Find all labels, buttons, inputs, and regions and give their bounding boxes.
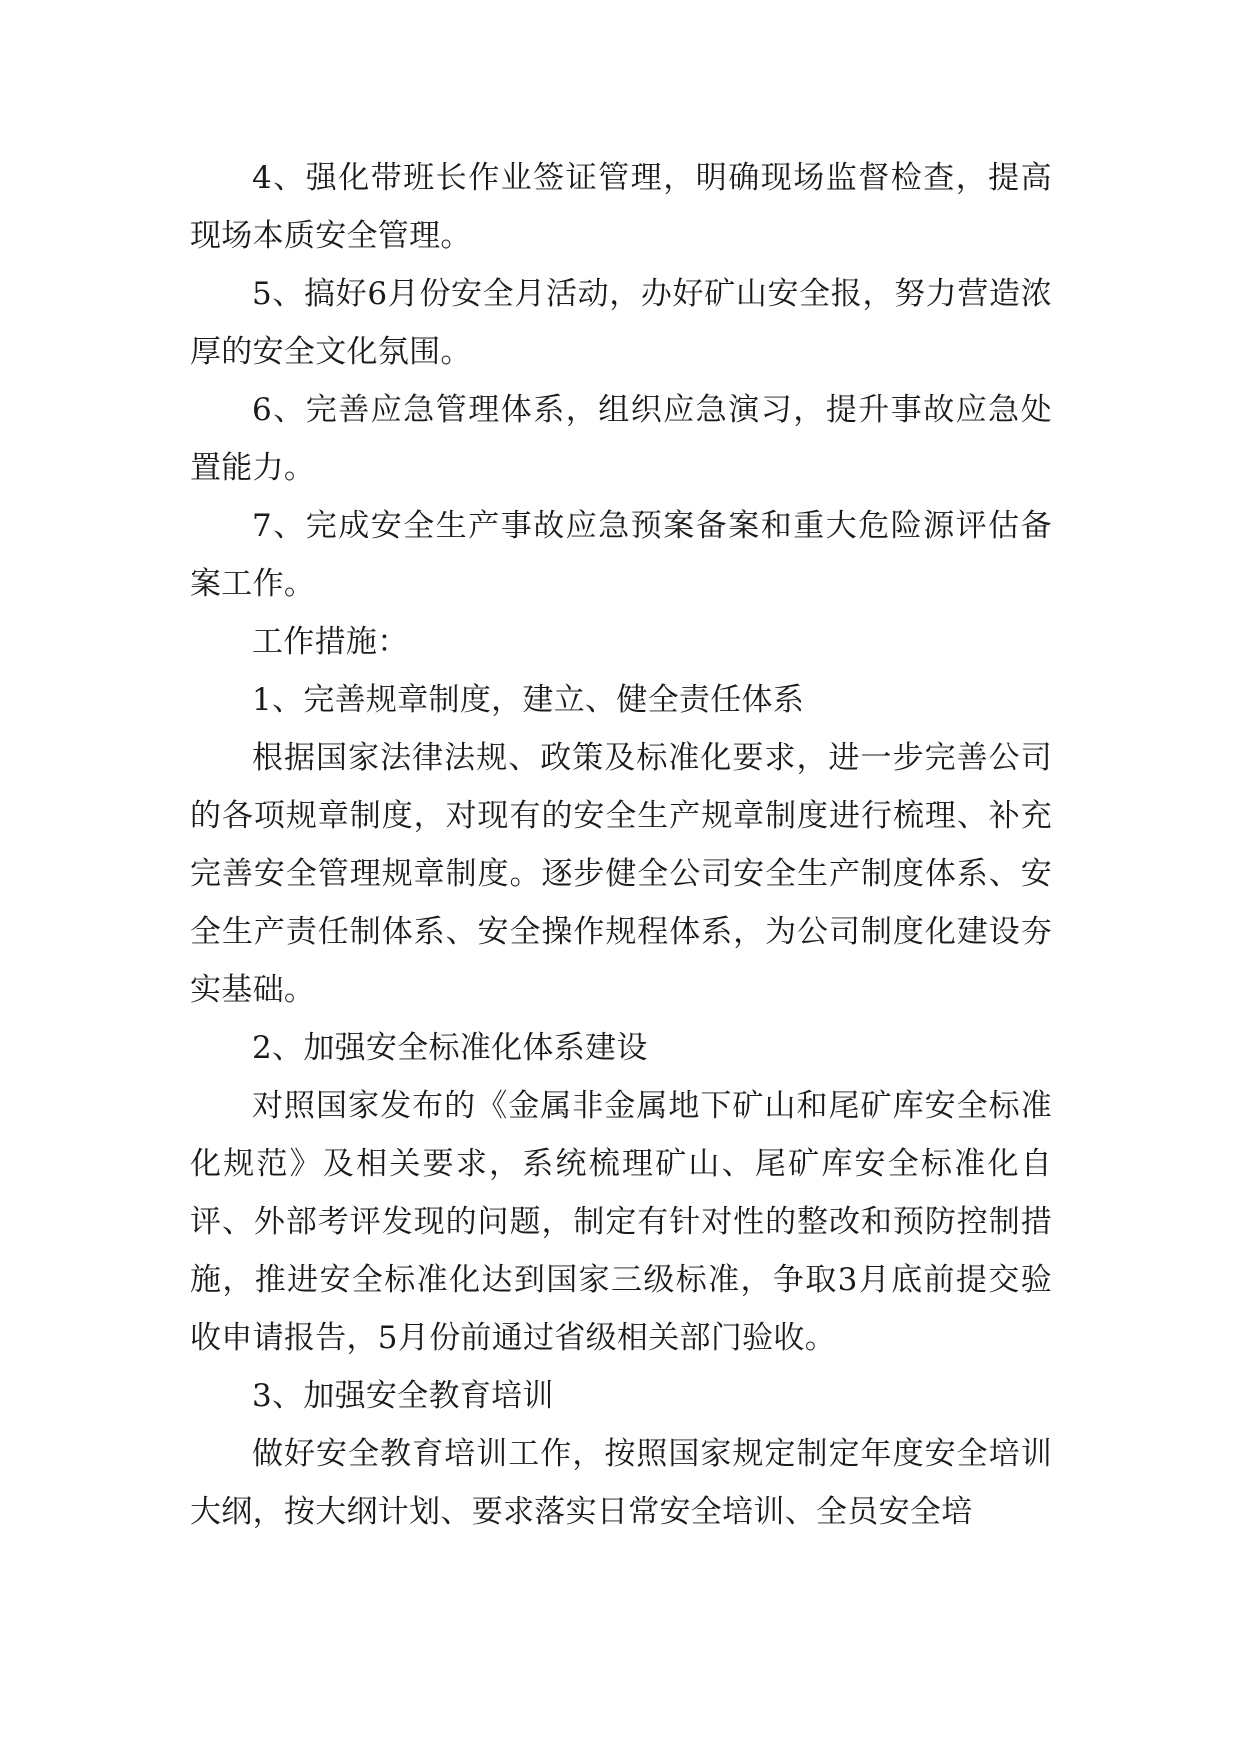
section-heading-measures: 工作措施： xyxy=(252,624,409,660)
paragraph-item-6: 6、完善应急管理体系，组织应急演习，提升事故应急处置能力。 xyxy=(190,392,1052,486)
measure-heading-1: 1、完善规章制度，建立、健全责任体系 xyxy=(252,682,805,718)
measure-body-1: 根据国家法律法规、政策及标准化要求，进一步完善公司的各项规章制度，对现有的安全生产规章制度进行梳理、补充完善安全管理规章制度。逐步健全公司安全生产制度体系、安全生产责任制体系、安全操作规程体系，为公司制度化建设夯实基础。 xyxy=(190,740,1052,1008)
document-page xyxy=(190,149,1052,1541)
measure-body-2: 对照国家发布的《金属非金属地下矿山和尾矿库安全标准化规范》及相关要求，系统梳理矿山、尾矿库安全标准化自评、外部考评发现的问题，制定有针对性的整改和预防控制措施，推进安全标准化达到国家三级标准，争取3月底前提交验收申请报告，5月份前通过省级相关部门验收。 xyxy=(190,1088,1052,1356)
measure-heading-2: 2、加强安全标准化体系建设 xyxy=(252,1030,648,1066)
paragraph-item-4: 4、强化带班长作业签证管理，明确现场监督检查，提高现场本质安全管理。 xyxy=(190,160,1052,254)
measure-body-3: 做好安全教育培训工作，按照国家规定制定年度安全培训大纲，按大纲计划、要求落实日常安全培训、全员安全培 xyxy=(190,1436,1052,1530)
measure-heading-3: 3、加强安全教育培训 xyxy=(252,1378,554,1414)
paragraph-item-5: 5、搞好6月份安全月活动，办好矿山安全报，努力营造浓厚的安全文化氛围。 xyxy=(190,276,1052,370)
paragraph-item-7: 7、完成安全生产事故应急预案备案和重大危险源评估备案工作。 xyxy=(190,508,1052,602)
